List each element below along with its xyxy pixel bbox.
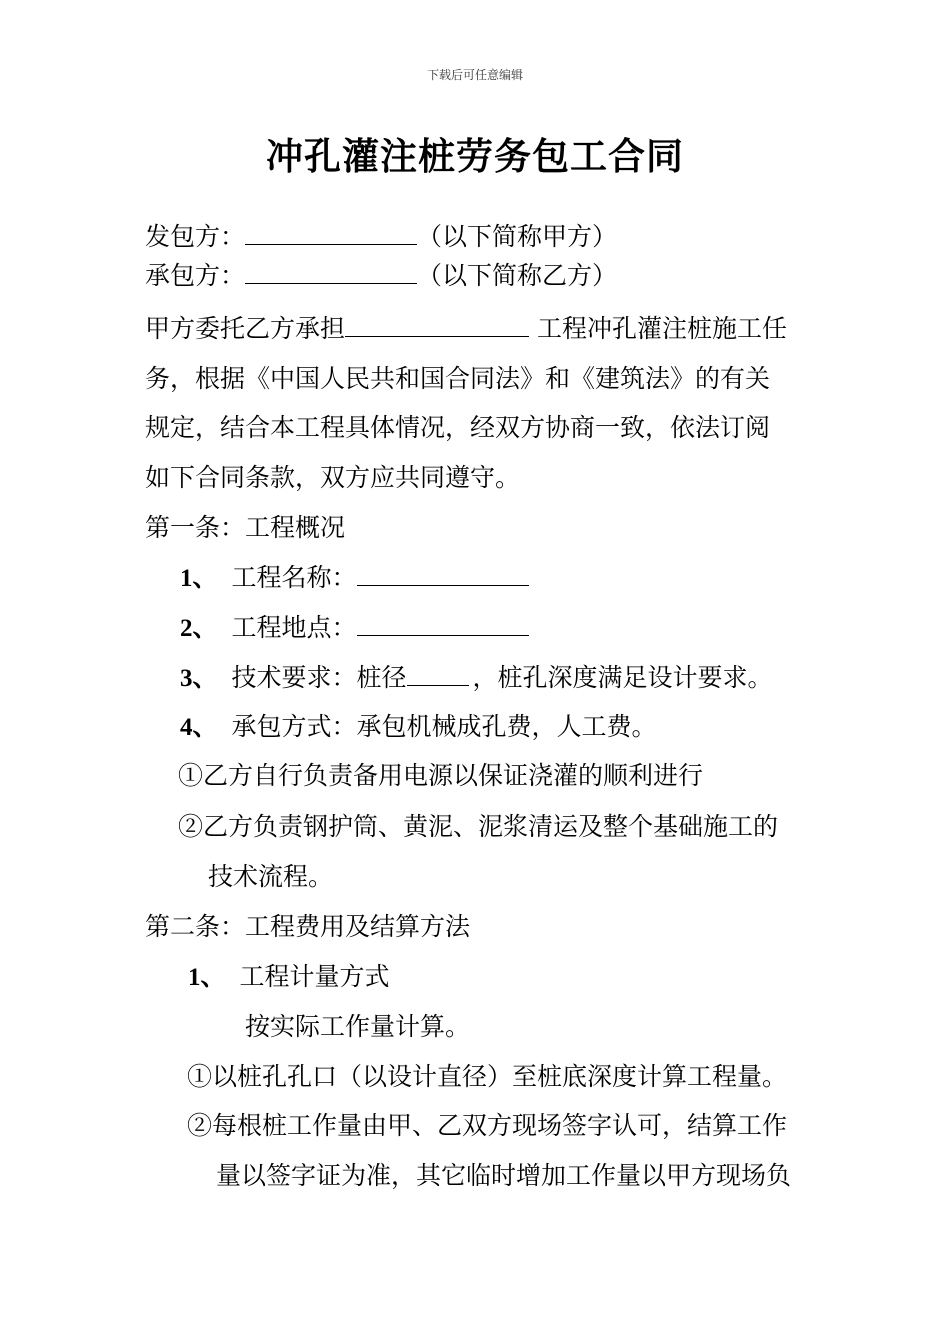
item-number: 3、 [180, 665, 218, 692]
employer-suffix: （以下简称甲方） [417, 222, 618, 251]
contractor-line [145, 261, 617, 291]
item-text: 工程名称： [231, 563, 357, 592]
item-text-cont: ，桩孔深度满足设计要求。 [472, 663, 773, 692]
article1-heading: 第一条：工程概况 [145, 513, 346, 542]
article1-item-2 [180, 613, 529, 644]
project-name-blank[interactable] [357, 565, 529, 586]
contractor-label: 承包方： [145, 261, 246, 290]
article2-sub-1: ①以桩孔孔口（以设计直径）至桩底深度计算工程量。 [187, 1062, 788, 1091]
article1-item-1 [180, 563, 529, 594]
intro-line-3: 规定，结合本工程具体情况，经双方协商一致，依法订阅 [145, 413, 771, 442]
pile-diameter-blank[interactable] [407, 665, 469, 686]
contractor-blank[interactable] [245, 263, 417, 284]
employer-blank[interactable] [245, 224, 417, 245]
article1-item-4 [180, 712, 657, 743]
item-number: 1、 [180, 565, 218, 592]
document-title: 冲孔灌注桩劳务包工合同 [266, 134, 684, 178]
article1-item-3 [180, 663, 773, 694]
contractor-suffix: （以下简称乙方） [417, 261, 618, 290]
intro-text-a: 甲方委托乙方承担 [145, 314, 346, 343]
header-note: 下载后可任意编辑 [426, 68, 523, 82]
intro-line-2: 务，根据《中国人民共和国合同法》和《建筑法》的有关 [145, 364, 771, 393]
article2-sub-2: ②每根桩工作量由甲、乙双方现场签字认可，结算工作 [187, 1111, 788, 1140]
article1-sub-1: ①乙方自行负责备用电源以保证浇灌的顺利进行 [178, 761, 704, 790]
item-number: 2、 [180, 615, 218, 642]
item-text: 工程计量方式 [239, 962, 390, 991]
employer-line [145, 222, 617, 252]
item-number: 1、 [188, 964, 226, 991]
article2-heading: 第二条：工程费用及结算方法 [145, 912, 471, 941]
article2-item-1-desc: 按实际工作量计算。 [245, 1012, 471, 1041]
project-location-blank[interactable] [357, 615, 529, 636]
intro-line-1 [145, 314, 787, 344]
intro-line-4: 如下合同条款，双方应共同遵守。 [145, 463, 521, 492]
item-text: 承包方式：承包机械成孔费，人工费。 [231, 712, 657, 741]
article1-sub-2-cont: 技术流程。 [208, 862, 334, 891]
item-text: 工程地点： [231, 613, 357, 642]
item-number: 4、 [180, 714, 218, 741]
project-blank[interactable] [345, 316, 529, 337]
intro-text-b: 工程冲孔灌注桩施工任 [537, 314, 788, 343]
employer-label: 发包方： [145, 222, 246, 251]
article2-item-1 [188, 962, 390, 993]
article1-sub-2: ②乙方负责钢护筒、黄泥、泥浆清运及整个基础施工的 [178, 812, 779, 841]
item-text: 技术要求：桩径 [231, 663, 407, 692]
article2-sub-2-cont: 量以签字证为准，其它临时增加工作量以甲方现场负 [216, 1161, 792, 1190]
